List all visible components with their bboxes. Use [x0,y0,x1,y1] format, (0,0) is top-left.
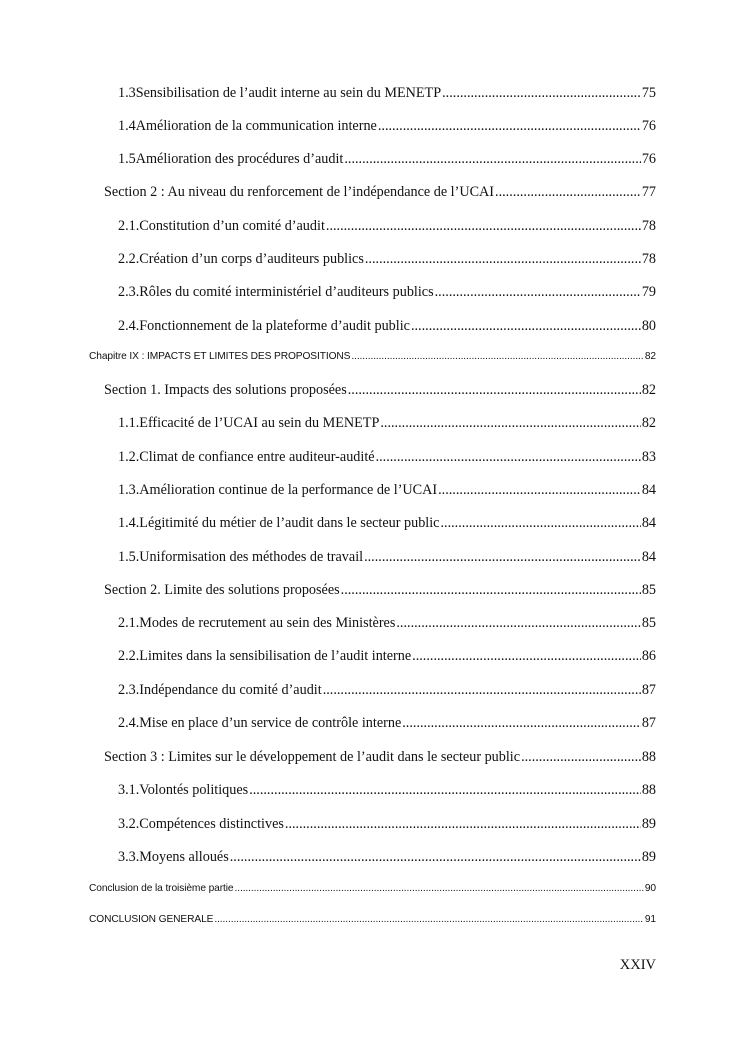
toc-entry-title: Création d’un corps d’auditeurs publics [139,251,364,267]
toc-entry-page: 80 [641,318,656,334]
toc-leader-dots [364,549,641,566]
toc-entry-page: 78 [641,218,656,234]
toc-leader-dots [344,151,640,168]
toc-leader-dots [396,615,640,632]
toc-entry-title: Section 1. Impacts des solutions proposées [104,382,347,398]
toc-section-entry[interactable] [104,582,656,599]
toc-leader-dots [326,218,641,235]
toc-entry-number: 2.4. [118,715,140,731]
toc-entry-number: 1.5. [118,549,140,565]
toc-entry-page: 87 [641,682,656,698]
toc-entry-number: 1.1. [118,415,140,431]
toc-entry[interactable] [118,218,656,235]
toc-leader-dots [348,382,641,399]
toc-entry-title: Limites dans la sensibilisation de l’audit interne [139,648,412,664]
toc-entry-title: Amélioration de la communication interne [135,118,377,134]
toc-entry-page: 75 [641,85,656,101]
toc-entry-number: 1.2. [118,449,140,465]
toc-entry[interactable] [118,615,656,632]
toc-leader-dots [249,782,641,799]
toc-entry[interactable] [118,816,656,833]
toc-leader-dots [235,883,644,894]
toc-entry-number: 3.2. [118,816,140,832]
toc-entry-title: Sensibilisation de l’audit interne au sein du MENETP [135,85,442,101]
toc-section-entry[interactable] [104,749,656,766]
toc-entry-title: Amélioration continue de la performance de l’UCAI [139,482,438,498]
toc-entry-number: 1.4 [118,118,136,134]
toc-leader-dots [378,118,641,135]
toc-entry-number: 2.2. [118,251,140,267]
toc-leader-dots [435,284,641,301]
toc-entry-title: Conclusion de la troisième partie [89,883,234,894]
toc-general-conclusion-entry[interactable] [89,914,656,925]
toc-leader-dots [521,749,641,766]
toc-part-conclusion-entry[interactable] [89,883,656,894]
toc-entry-number: 2.1. [118,218,140,234]
toc-entry-page: 85 [641,615,656,631]
toc-section-entry[interactable] [104,382,656,399]
toc-entry-page: 88 [641,782,656,798]
toc-entry[interactable] [118,648,656,665]
toc-entry-number: 1.3. [118,482,140,498]
toc-entry[interactable] [118,549,656,566]
page-number: XXIV [619,957,656,973]
toc-section-entry[interactable] [104,184,656,201]
toc-entry[interactable] [118,118,656,135]
toc-leader-dots [351,351,644,362]
toc-entry[interactable] [118,284,656,301]
toc-leader-dots [380,415,640,432]
toc-entry-page: 89 [641,849,656,865]
toc-entry-page: 82 [641,382,656,398]
toc-entry[interactable] [118,682,656,699]
toc-entry-page: 91 [644,914,656,925]
toc-entry-page: 76 [641,118,656,134]
toc-entry-title: Section 3 : Limites sur le développement de l’audit dans le secteur public [104,749,521,765]
toc-entry-title: Section 2. Limite des solutions proposées [104,582,340,598]
toc-entry-page: 83 [641,449,656,465]
toc-entry-page: 79 [641,284,656,300]
toc-entry-number: 2.4. [118,318,140,334]
toc-entry-page: 86 [641,648,656,664]
toc-entry-title: Chapitre IX : IMPACTS ET LIMITES DES PROPOSITIONS [89,351,351,362]
toc-leader-dots [495,184,641,201]
toc-entry-page: 76 [641,151,656,167]
toc-entry-number: 2.3. [118,682,140,698]
toc-entry-number: 2.1. [118,615,140,631]
toc-entry-title: Climat de confiance entre auditeur-audité [139,449,375,465]
toc-entry-title: Compétences distinctives [139,816,284,832]
toc-entry-title: Mise en place d’un service de contrôle interne [139,715,402,731]
toc-leader-dots [438,482,641,499]
toc-entry-title: Uniformisation des méthodes de travail [139,549,364,565]
toc-entry-title: Indépendance du comité d’audit [139,682,322,698]
toc-entry-page: 78 [641,251,656,267]
toc-entry-number: 3.3. [118,849,140,865]
toc-entry-page: 84 [641,482,656,498]
toc-entry[interactable] [118,482,656,499]
toc-entry[interactable] [118,515,656,532]
toc-leader-dots [323,682,641,699]
toc-chapter-entry[interactable] [89,351,656,362]
toc-leader-dots [402,715,641,732]
toc-entry-title: Rôles du comité interministériel d’auditeurs publics [139,284,434,300]
toc-entry-title: Légitimité du métier de l’audit dans le secteur public [139,515,440,531]
toc-entry-title: Section 2 : Au niveau du renforcement de l’indépendance de l’UCAI [104,184,495,200]
toc-entry-title: Fonctionnement de la plateforme d’audit public [139,318,410,334]
toc-entry-number: 1.4. [118,515,140,531]
toc-entry-title: Efficacité de l’UCAI au sein du MENETP [139,415,380,431]
toc-entry-title: Amélioration des procédures d’audit [135,151,344,167]
toc-entry-page: 82 [641,415,656,431]
toc-entry[interactable] [118,318,656,335]
toc-leader-dots [365,251,641,268]
toc-leader-dots [376,449,641,466]
toc-entry[interactable] [118,85,656,102]
toc-entry[interactable] [118,251,656,268]
toc-entry[interactable] [118,449,656,466]
toc-leader-dots [214,914,644,925]
toc-entry-page: 87 [641,715,656,731]
toc-entry-title: Volontés politiques [139,782,249,798]
toc-leader-dots [442,85,641,102]
toc-entry[interactable] [118,715,656,732]
toc-entry[interactable] [118,415,656,432]
toc-entry-title: Moyens alloués [139,849,229,865]
toc-entry-title: Modes de recrutement au sein des Ministères [139,615,396,631]
toc-leader-dots [341,582,641,599]
toc-entry-title: CONCLUSION GENERALE [89,914,214,925]
toc-entry-number: 1.3 [118,85,136,101]
toc-leader-dots [440,515,640,532]
toc-entry-number: 2.2. [118,648,140,664]
toc-entry-number: 3.1. [118,782,140,798]
toc-entry-page: 77 [641,184,656,200]
toc-leader-dots [285,816,641,833]
toc-entry[interactable] [118,782,656,799]
toc-entry[interactable] [118,151,656,168]
toc-entry-number: 1.5 [118,151,136,167]
toc-entry-page: 89 [641,816,656,832]
toc-leader-dots [411,318,641,335]
toc-entry-page: 82 [644,351,656,362]
toc-entry-number: 2.3. [118,284,140,300]
toc-entry-page: 88 [641,749,656,765]
toc-leader-dots [412,648,641,665]
toc-entry-page: 90 [644,883,656,894]
toc-entry-title: Constitution d’un comité d’audit [139,218,325,234]
toc-entry-page: 85 [641,582,656,598]
toc-entry-page: 84 [641,549,656,565]
toc-entry[interactable] [118,849,656,866]
toc-leader-dots [230,849,641,866]
toc-entry-page: 84 [641,515,656,531]
